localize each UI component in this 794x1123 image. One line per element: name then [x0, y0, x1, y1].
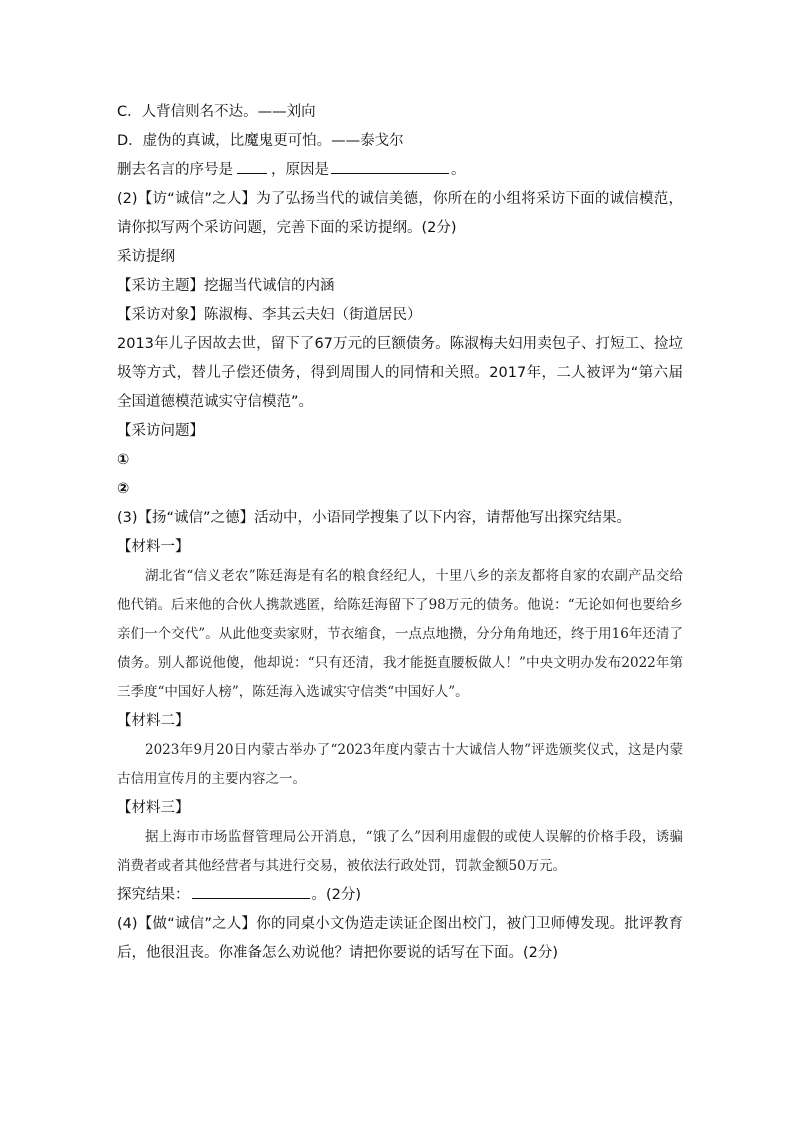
material-three-label: 【材料三】	[117, 800, 190, 816]
interview-question-one[interactable]: ①	[117, 452, 130, 468]
interview-story: 2013年儿子因故去世，留下了67万元的巨额债务。陈淑梅夫妇用卖包子、打短工、捡垃圾等方式，替儿子偿还债务，得到周围人的同情和关照。2017年，二人被评为“第六届全国道德模范诚实守信模范”。	[117, 336, 683, 410]
q3-prompt: (3)【扬“诚信”之德】活动中，小语同学搜集了以下内容，请帮他写出探究结果。	[117, 510, 632, 526]
answer-blank-reason[interactable]	[331, 158, 449, 174]
delete-prefix: 删去名言的序号是	[117, 162, 233, 178]
option-d: D．虚伪的真诚，比魔鬼更可怕。——泰戈尔	[117, 133, 404, 149]
answer-blank-number[interactable]	[237, 158, 267, 174]
result-suffix: 。(2分)	[311, 887, 362, 903]
exam-page	[117, 98, 683, 968]
interview-theme: 【采访主题】挖掘当代诚信的内涵	[117, 278, 335, 294]
result-prefix: 探究结果：	[117, 887, 190, 903]
option-c: C．人背信则名不达。——刘向	[117, 104, 316, 120]
delete-mid: ，原因是	[271, 162, 329, 178]
result-line	[117, 881, 683, 910]
interview-question-two[interactable]: ②	[117, 481, 130, 497]
material-three-text: 据上海市市场监督管理局公开消息，“饿了么”因利用虚假的或使人误解的价格手段，诱骗消费者或者其他经营者与其进行交易，被依法行政处罚，罚款金额50万元。	[117, 829, 683, 874]
interview-target: 【采访对象】陈淑梅、李其云夫妇（街道居民）	[117, 307, 422, 323]
interview-questions-label: 【采访问题】	[117, 423, 204, 439]
q4-prompt: (4)【做“诚信”之人】你的同桌小文伪造走读证企图出校门，被门卫师傅发现。批评教育后，他很沮丧。你准备怎么劝说他？请把你要说的话写在下面。(2分)	[117, 916, 683, 961]
material-two-text: 2023年9月20日内蒙古举办了“2023年度内蒙古十大诚信人物”评选颁奖仪式，这是内蒙古信用宣传月的主要内容之一。	[117, 742, 683, 787]
answer-blank-result[interactable]	[192, 883, 310, 899]
outline-title: 采访提纲	[117, 249, 175, 265]
delete-question-line	[117, 156, 683, 185]
delete-end: 。	[451, 162, 466, 178]
material-one-label: 【材料一】	[117, 539, 190, 555]
q2-prompt: (2)【访“诚信”之人】为了弘扬当代的诚信美德，你所在的小组将采访下面的诚信模范，请你拟写两个采访问题，完善下面的采访提纲。(2分)	[117, 191, 683, 236]
material-one-text: 湖北省“信义老农”陈廷海是有名的粮食经纪人，十里八乡的亲友都将自家的农副产品交给他代销。后来他的合伙人携款逃匿，给陈廷海留下了98万元的债务。他说：“无论如何也要给乡亲们一个交代”。从此他变卖家财，节衣缩食，一点点地攒，分分角角地还，终于用16年还清了债务。别人都说他傻，他却说：“只有还清，我才能挺直腰板做人！”中央文明办发布2022年第三季度“中国好人榜”，陈廷海入选诚实守信类“中国好人”。	[117, 568, 683, 700]
material-two-label: 【材料二】	[117, 713, 190, 729]
